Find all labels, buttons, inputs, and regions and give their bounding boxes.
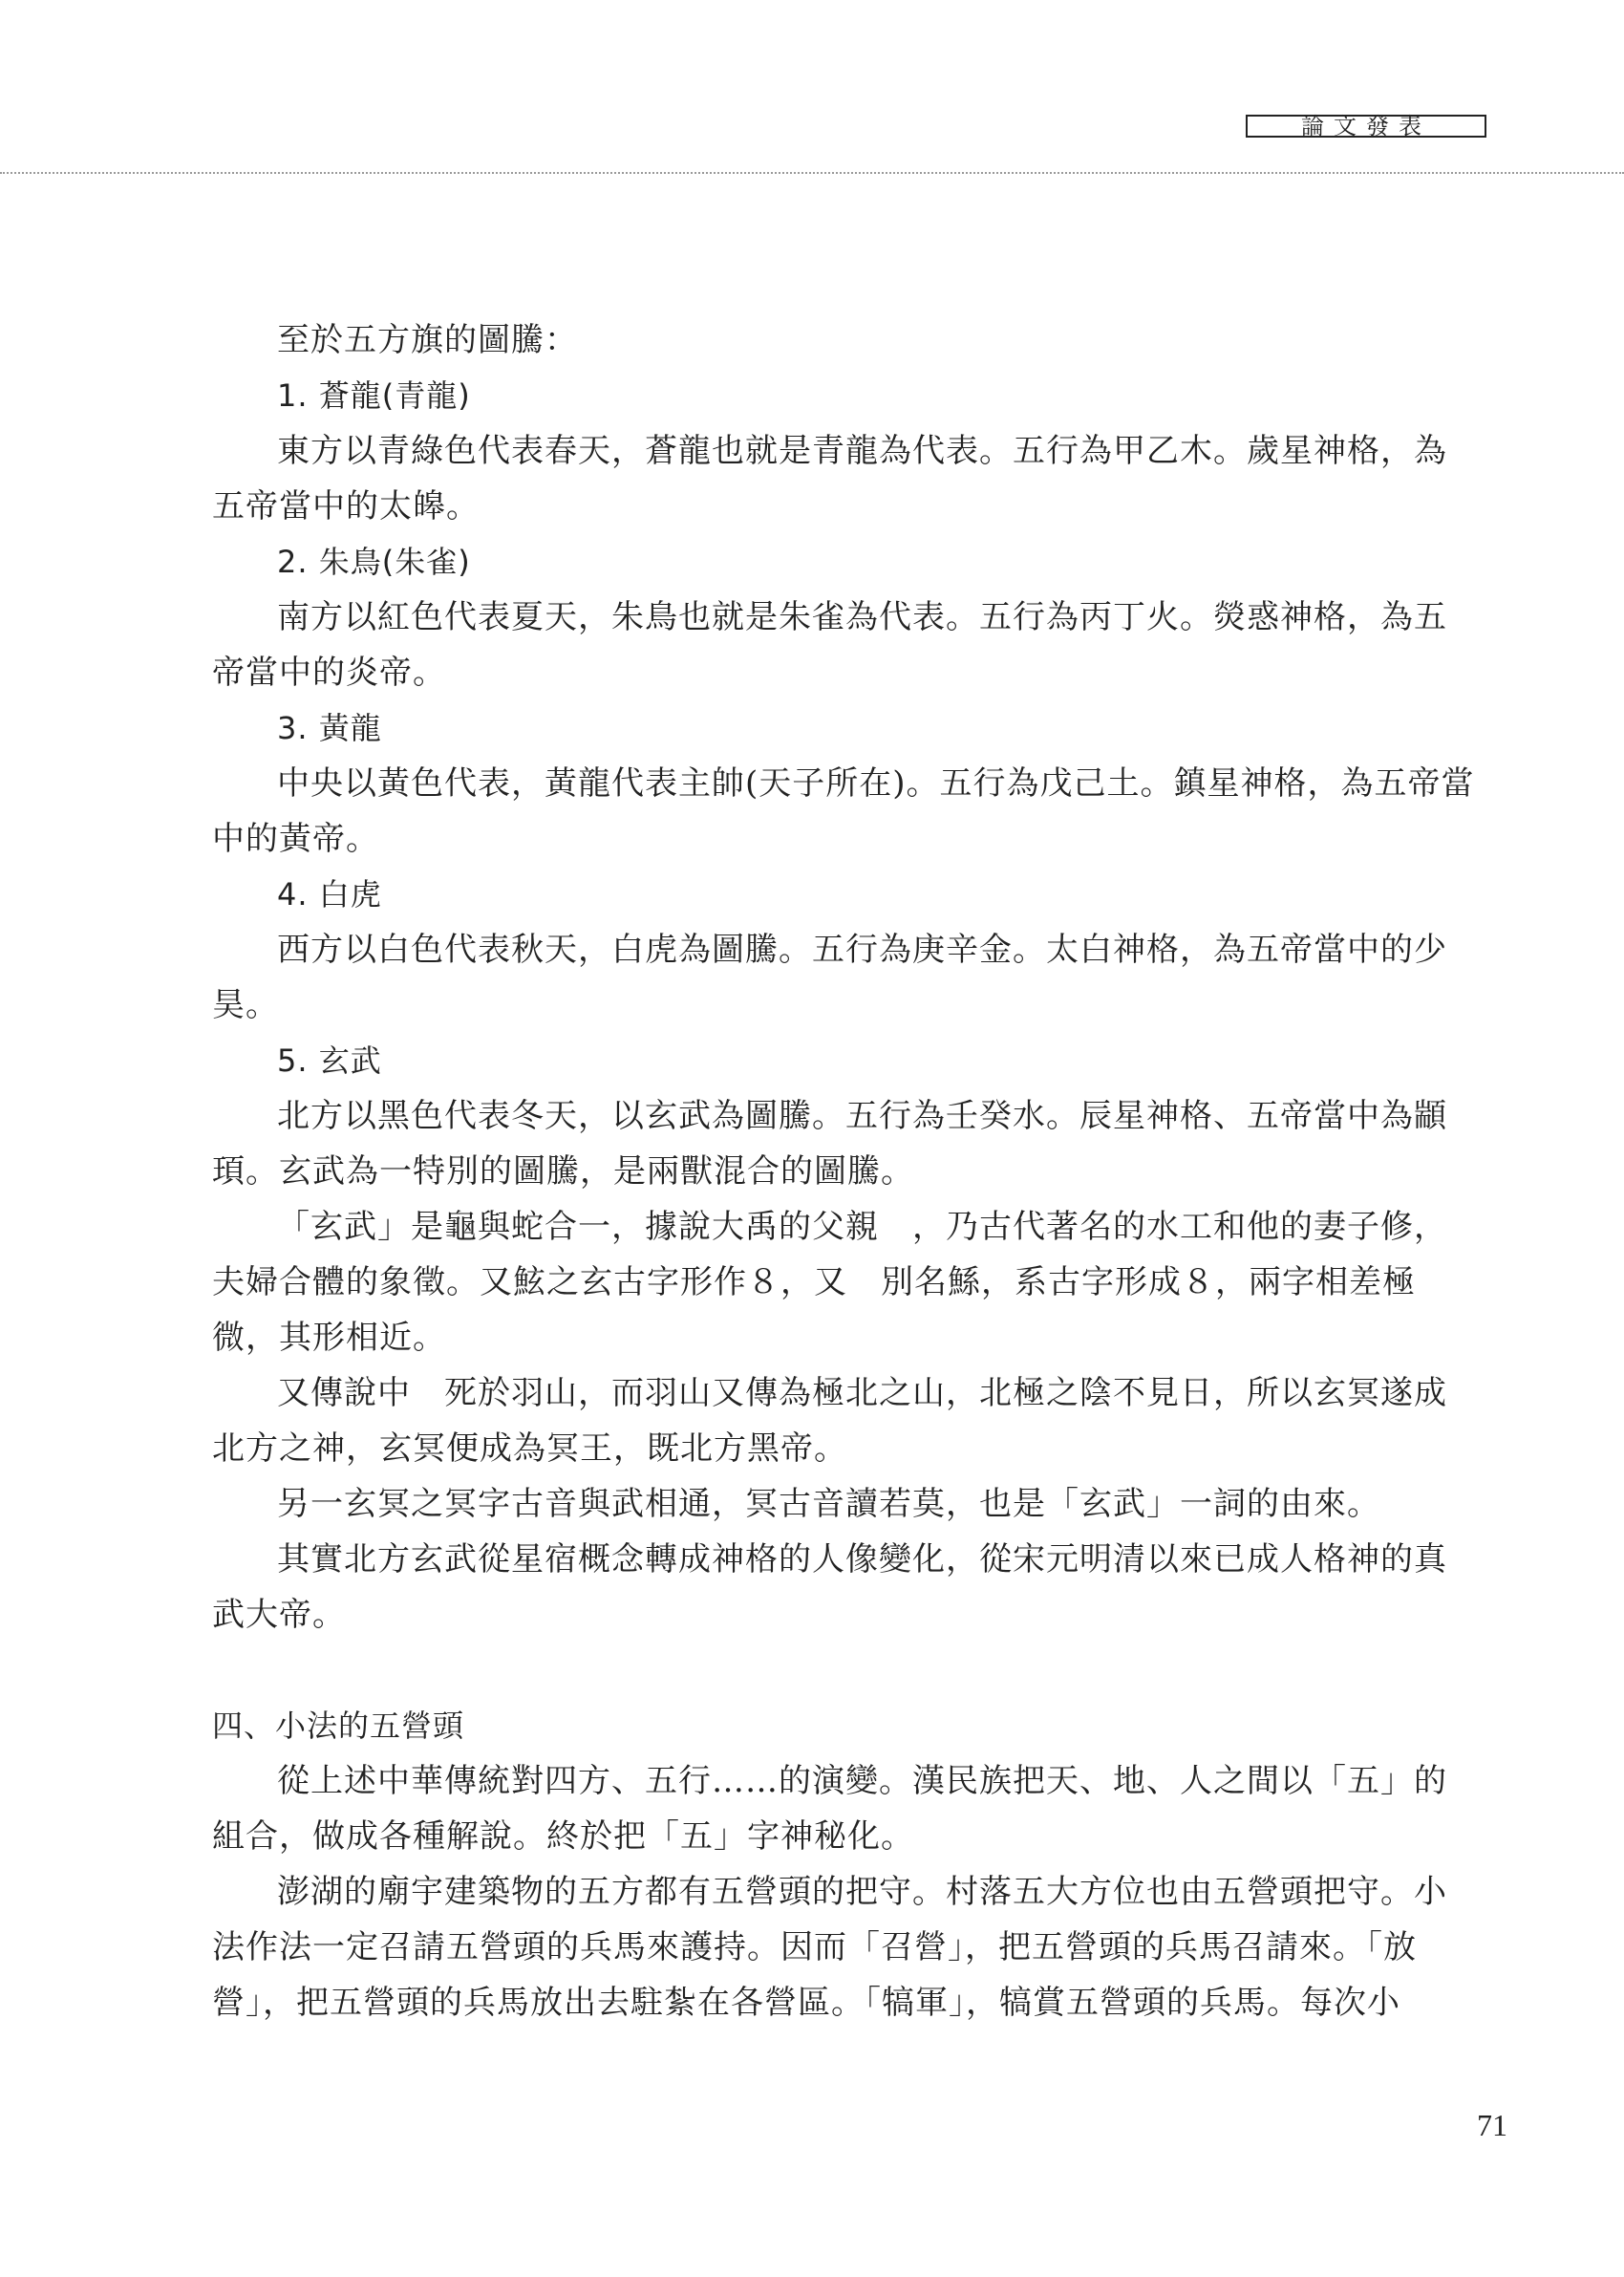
text-line: 澎湖的廟宇建築物的五方都有五營頭的把守。村落五大方位也由五營頭把守。小 [277,1873,1447,1911]
text-line: 南方以紅色代表夏天，朱鳥也就是朱雀為代表。五行為丙丁火。熒惑神格，為五 [277,598,1447,636]
text-line: 頊。玄武為一特別的圖騰，是兩獸混合的圖騰。 [212,1152,914,1191]
text-line: 武大帝。 [212,1596,346,1634]
text-line: 「玄武」是龜與蛇合一，據說大禹的父親 ，乃古代著名的水工和他的妻子修， [277,1208,1447,1246]
text-line: 中的黃帝。 [212,820,379,858]
subheading-yellow-dragon: 3. 黃龍 [277,710,382,746]
text-line: 至於五方旗的圖騰： [277,321,578,359]
subheading-black-tortoise: 5. 玄武 [277,1042,382,1079]
section-tag: 論文發表 [1246,115,1486,138]
main-text [212,312,1475,2030]
subheading-azure-dragon: 1. 蒼龍(青龍) [277,377,471,414]
text-line: 帝當中的炎帝。 [212,654,446,692]
text-line: 另一玄冥之冥字古音與武相通，冥古音讀若莫，也是「玄武」一詞的由來。 [277,1485,1380,1523]
text-line: 其實北方玄武從星宿概念轉成神格的人像變化，從宋元明清以來已成人格神的真 [277,1540,1447,1579]
text-line: 五帝當中的太皞。 [212,487,480,526]
text-line: 西方以白色代表秋天，白虎為圖騰。五行為庚辛金。太白神格，為五帝當中的少 [277,931,1447,969]
text-line: 營」，把五營頭的兵馬放出去駐紮在各營區。「犒軍」，犒賞五營頭的兵馬。每次小 [212,1984,1400,2022]
text-line: 從上述中華傳統對四方、五行……的演變。漢民族把天、地、人之間以「五」的 [277,1762,1447,1800]
text-line: 中央以黃色代表，黃龍代表主帥(天子所在)。五行為戊己土。鎮星神格，為五帝當 [277,764,1475,803]
header-divider [0,172,1624,174]
text-line: 又傳說中 死於羽山，而羽山又傳為極北之山，北極之陰不見日，所以玄冥遂成 [277,1374,1447,1412]
text-line: 東方以青綠色代表春天，蒼龍也就是青龍為代表。五行為甲乙木。歲星神格，為 [277,432,1447,470]
text-line: 昊。 [212,986,279,1024]
page-number: 71 [1477,2108,1507,2142]
text-line: 北方以黑色代表冬天，以玄武為圖騰。五行為壬癸水。辰星神格、五帝當中為顓 [277,1097,1447,1135]
subheading-white-tiger: 4. 白虎 [277,876,382,913]
section-heading: 四、小法的五營頭 [212,1708,465,1744]
text-line: 夫婦合體的象徵。又鮌之玄古字形作８，又 別名鯀，系古字形成８，兩字相差極 [212,1263,1416,1301]
text-line: 組合，做成各種解說。終於把「五」字神秘化。 [212,1817,914,1856]
text-line: 法作法一定召請五營頭的兵馬來護持。因而「召營」，把五營頭的兵馬召請來。「放 [212,1928,1417,1966]
text-line: 北方之神，玄冥便成為冥王，既北方黑帝。 [212,1429,847,1468]
section-spacer [212,1643,1412,1698]
subheading-vermilion-bird: 2. 朱鳥(朱雀) [277,544,471,580]
text-line: 微，其形相近。 [212,1319,446,1357]
